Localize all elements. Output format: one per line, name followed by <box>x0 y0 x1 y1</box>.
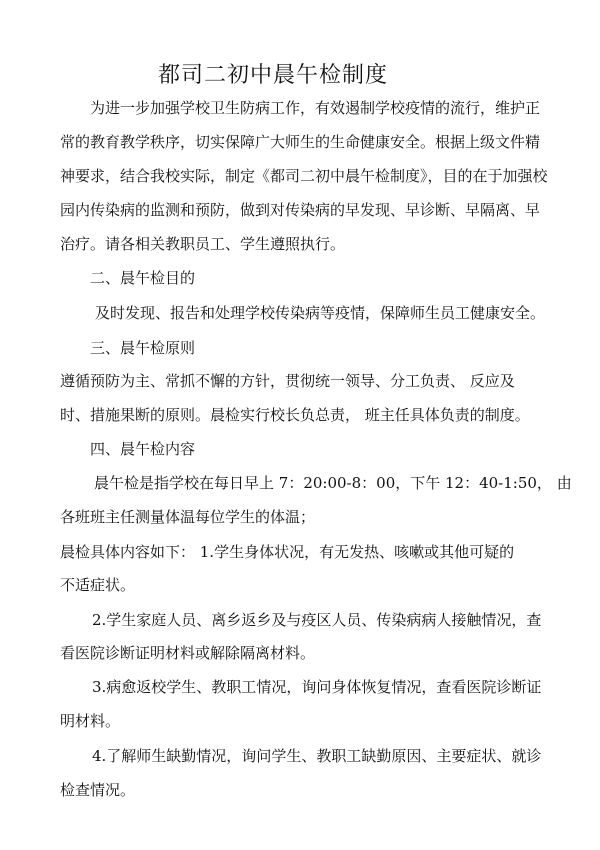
section-heading-content: 四、晨午检内容 <box>90 440 196 458</box>
content-line-2: 各班班主任测量体温每位学生的体温； <box>60 508 316 526</box>
intro-line-3: 神要求，结合我校实际，制定《都司二初中晨午检制度》，目的在于加强校 <box>60 167 548 185</box>
content-line-6: 看医院诊断证明材料或解除隔离材料。 <box>60 644 316 662</box>
intro-line-5: 治疗。请各相关教职员工、学生遵照执行。 <box>60 235 346 253</box>
section-heading-principle: 三、晨午检原则 <box>90 339 196 357</box>
intro-line-4: 园内传染病的监测和预防，做到对传染病的早发现、早诊断、早隔离、早 <box>60 201 541 219</box>
content-line-1: 晨午检是指学校在每日早上 7：20:00-8：00，下午 12：40-1:50， 由 <box>94 474 572 492</box>
content-line-3: 晨检具体内容如下： 1.学生身体状况，有无发热、咳嗽或其他可疑的 <box>60 543 515 561</box>
content-line-10: 检查情况。 <box>60 781 136 799</box>
content-line-4: 不适症状。 <box>60 576 136 594</box>
content-line-5: 2.学生家庭人员、离乡返乡及与疫区人员、传染病病人接触情况，查 <box>92 611 542 629</box>
intro-line-1: 为进一步加强学校卫生防病工作，有效遏制学校疫情的流行，维护正 <box>90 99 541 117</box>
purpose-line-1: 及时发现、报告和处理学校传染病等疫情，保障师生员工健康安全。 <box>95 304 546 322</box>
section-heading-purpose: 二、晨午检目的 <box>90 269 196 287</box>
document-title: 都司二初中晨午检制度 <box>158 63 389 88</box>
principle-line-1: 遵循预防为主、常抓不懈的方针，贯彻统一领导、分工负责、 反应及 <box>60 372 515 390</box>
principle-line-2: 时、措施果断的原则。晨检实行校长负总责， 班主任具体负责的制度。 <box>60 406 530 424</box>
intro-line-2: 常的教育教学秩序，切实保障广大师生的生命健康安全。根据上级文件精 <box>60 133 541 151</box>
content-line-9: 4.了解师生缺勤情况，询问学生、教职工缺勤原因、主要症状、就诊 <box>92 747 542 765</box>
content-line-8: 明材料。 <box>60 712 121 730</box>
content-line-7: 3.病愈返校学生、教职工情况，询问身体恢复情况，查看医院诊断证 <box>92 678 542 696</box>
